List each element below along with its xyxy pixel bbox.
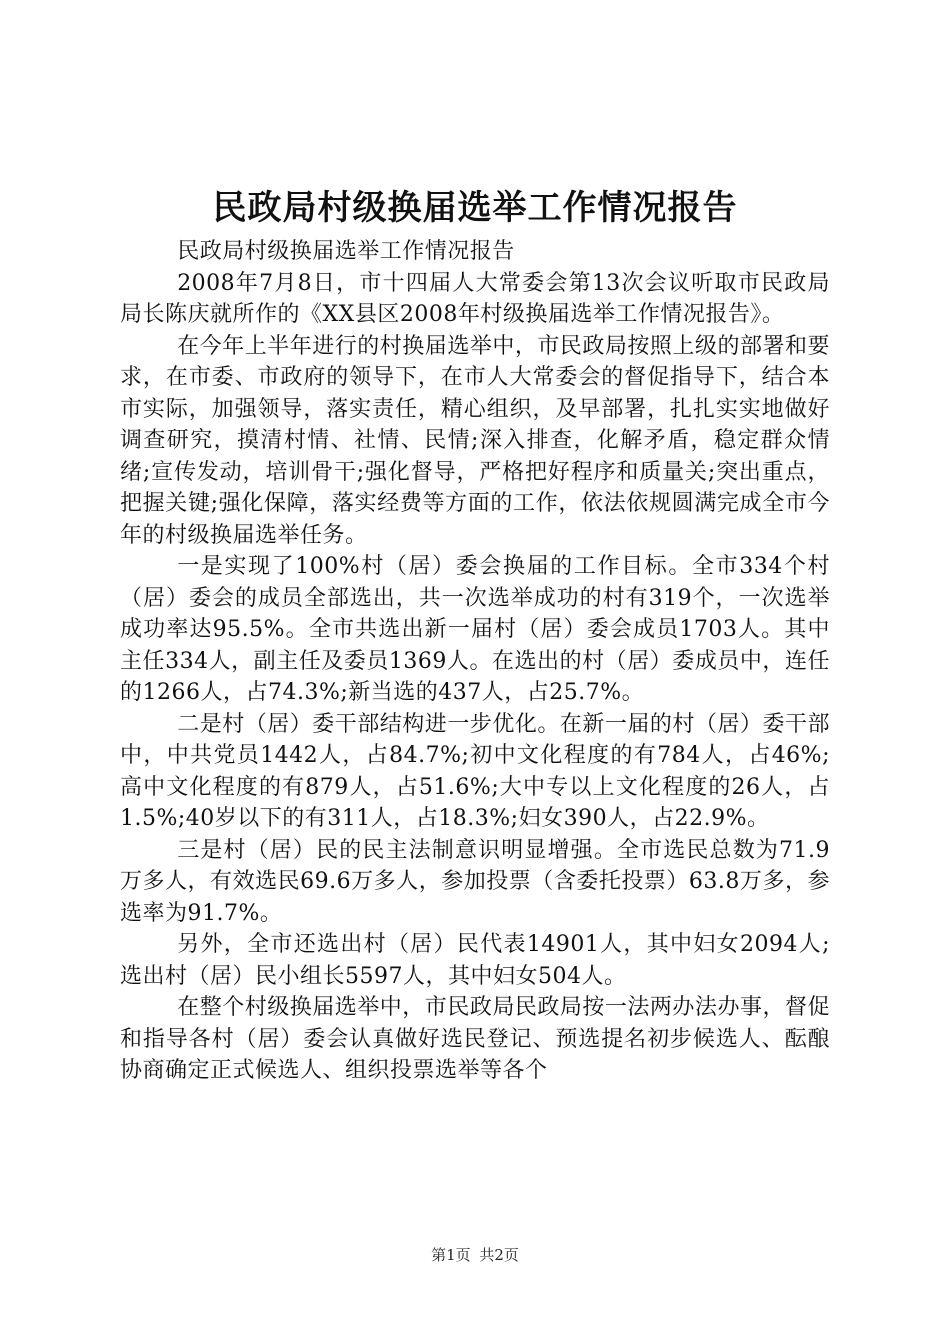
page-total: 共2页 xyxy=(479,1246,519,1264)
paragraph-intro: 2008年7月8日，市十四届人大常委会第13次会议听取市民政局局长陈庆就所作的《XX县区2008年村级换届选举工作情况报告》。 xyxy=(120,270,830,327)
page-number: 第1页 xyxy=(431,1246,471,1264)
document-body xyxy=(120,236,830,1087)
paragraph-process: 在整个村级换届选举中，市民政局民政局按一法两办法办事，督促和指导各村（居）委会认真做好选民登记、预选提名初步候选人、酝酿协商确定正式候选人、组织投票选举等各个 xyxy=(120,995,830,1083)
paragraph-point-two: 二是村（居）委干部结构进一步优化。在新一届的村（居）委干部中，中共党员1442人，占84.7%;初中文化程度的有784人，占46%;高中文化程度的有879人，占51.6%;大中专以上文化程度的26人，占1.5%;40岁以下的有311人，占18.3%;妇女390人，占22.9%。 xyxy=(120,711,830,831)
paragraph-overview: 在今年上半年进行的村换届选举中，市民政局按照上级的部署和要求，在市委、市政府的领导下，在市人大常委会的督促指导下，结合本市实际，加强领导，落实责任，精心组织，及早部署，扎扎实实地做好调查研究，摸清村情、社情、民情;深入排查，化解矛盾，稳定群众情绪;宣传发动，培训骨干;强化督导，严格把好程序和质量关;突出重点，把握关键;强化保障，落实经费等方面的工作，依法依规圆满完成全市今年的村级换届选举任务。 xyxy=(120,333,830,548)
paragraph-point-three: 三是村（居）民的民主法制意识明显增强。全市选民总数为71.9万多人，有效选民69.6万多人，参加投票（含委托投票）63.8万多，参选率为91.7%。 xyxy=(120,837,830,926)
paragraph-point-one: 一是实现了100%村（居）委会换届的工作目标。全市334个村（居）委会的成员全部选出，共一次选举成功的村有319个，一次选举成功率达95.5%。全市共选出新一届村（居）委会成员1703人。其中主任334人，副主任及委员1369人。在选出的村（居）委成员中，连任的1266人，占74.3%;新当选的437人，占25.7%。 xyxy=(120,554,830,705)
paragraph-additional: 另外，全市还选出村（居）民代表14901人，其中妇女2094人;选出村（居）民小组长5597人，其中妇女504人。 xyxy=(120,932,830,989)
document-title: 民政局村级换届选举工作情况报告 xyxy=(212,188,738,228)
paragraph-subtitle: 民政局村级换届选举工作情况报告 xyxy=(177,239,515,264)
page-footer xyxy=(0,1245,950,1265)
